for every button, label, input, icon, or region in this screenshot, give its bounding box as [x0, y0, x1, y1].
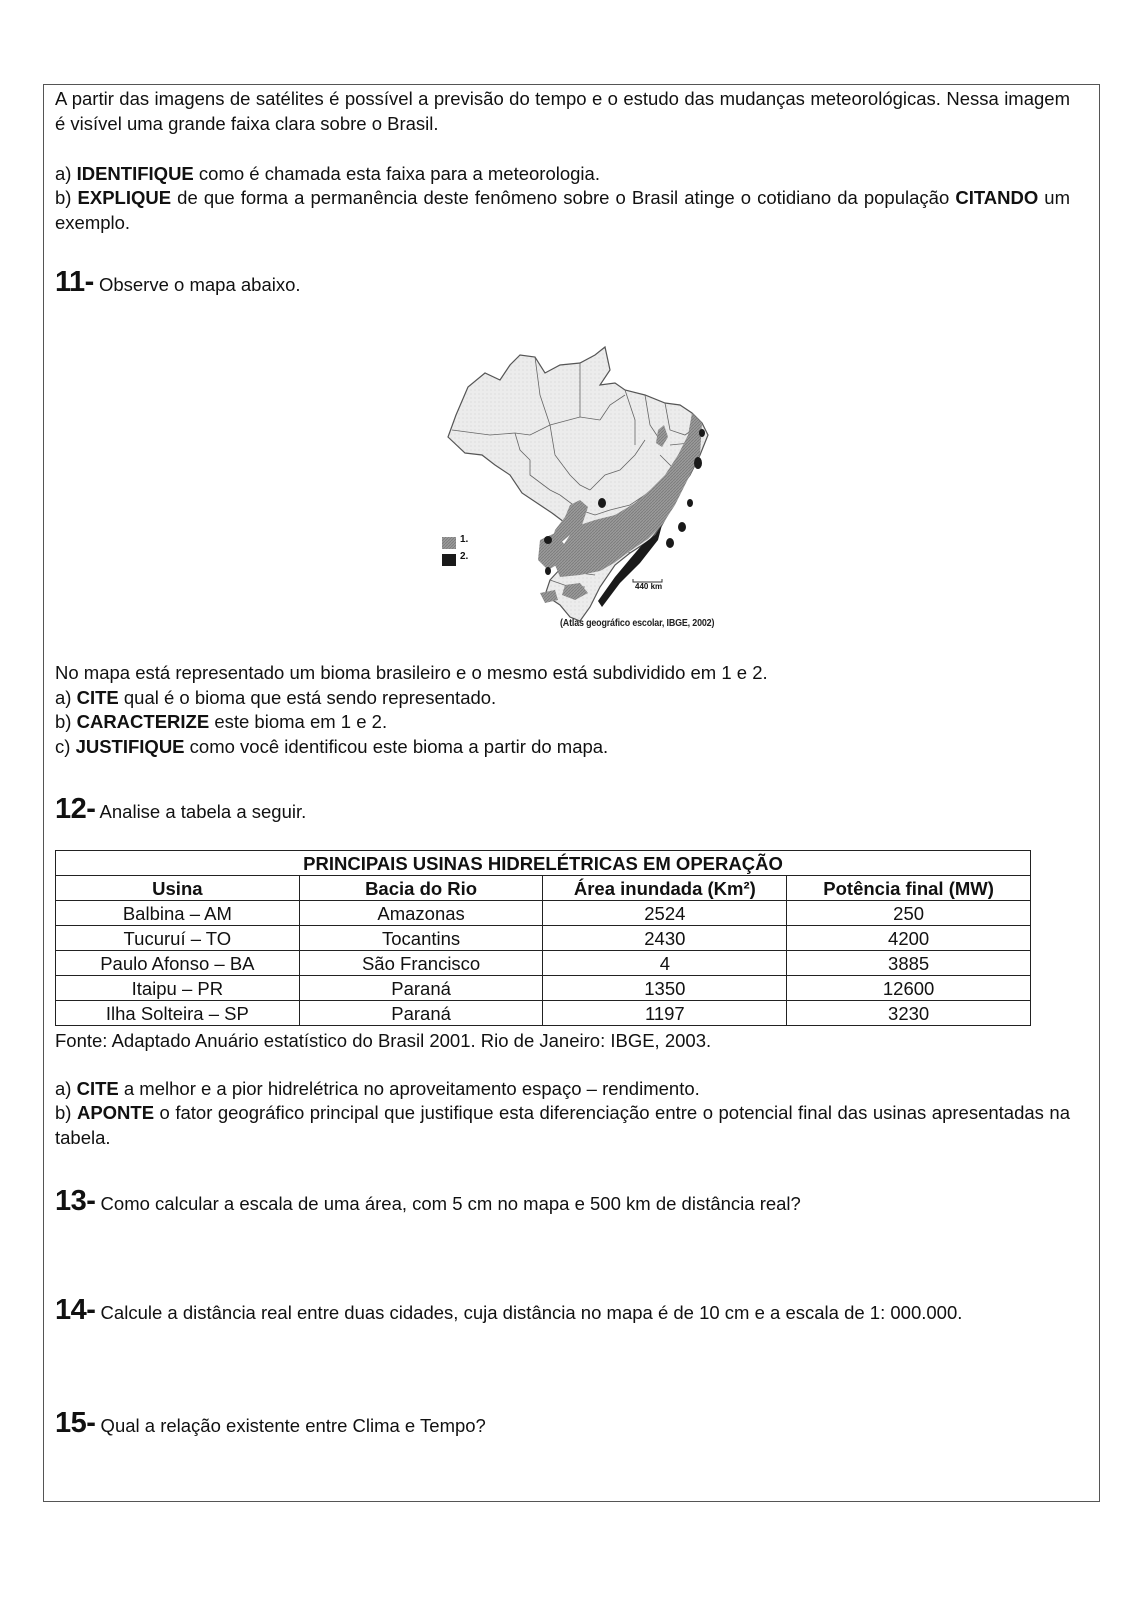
table-title: PRINCIPAIS USINAS HIDRELÉTRICAS EM OPERAÇÃO — [56, 851, 1031, 876]
item-prefix: c) — [55, 736, 76, 757]
question-14 — [55, 1292, 962, 1331]
question-15 — [55, 1405, 486, 1444]
table-cell: 1197 — [543, 1001, 787, 1026]
item-text: de que forma a permanência deste fenômeno sobre o Brasil atinge o cotidiano da população — [171, 187, 950, 208]
table-cell: 2524 — [543, 901, 787, 926]
table-cell: 4200 — [787, 926, 1031, 951]
intro-item-b — [55, 185, 1070, 235]
column-header: Usina — [56, 876, 300, 901]
brazil-biome-map — [430, 325, 720, 640]
question-11-heading — [55, 264, 301, 303]
intro-paragraph: A partir das imagens de satélites é possível a previsão do tempo e o estudo das mudanças meteorológicas. Nessa imagem é visível uma grande faixa clara sobre o Brasil. — [55, 88, 1070, 134]
q11-item-c — [55, 734, 1070, 759]
item-text: qual é o bioma que está sendo representado. — [118, 687, 497, 708]
table-cell: Paraná — [299, 1001, 543, 1026]
table-cell: 4 — [543, 951, 787, 976]
table-row — [56, 951, 1031, 976]
item-keyword: CITE — [76, 1078, 119, 1099]
table-row — [56, 1001, 1031, 1026]
item-prefix: b) — [55, 187, 78, 208]
q11-statement: No mapa está representado um bioma brasileiro e o mesmo está subdividido em 1 e 2. — [55, 662, 768, 683]
table-cell: Balbina – AM — [56, 901, 300, 926]
table-cell: São Francisco — [299, 951, 543, 976]
legend-swatch-2 — [442, 554, 456, 566]
column-header: Potência final (MW) — [787, 876, 1031, 901]
item-prefix: a) — [55, 1078, 77, 1099]
item-text: como você identificou este bioma a partir do mapa. — [184, 736, 609, 757]
item-text: a melhor e a pior hidrelétrica no aproveitamento espaço – rendimento. — [118, 1078, 700, 1099]
table-row — [56, 976, 1031, 1001]
question-number: 11- — [55, 266, 94, 298]
table-cell: 2430 — [543, 926, 787, 951]
column-header: Área inundada (Km²) — [543, 876, 787, 901]
table-cell: Amazonas — [299, 901, 543, 926]
table-cell: 3230 — [787, 1001, 1031, 1026]
item-prefix: a) — [55, 163, 77, 184]
table-cell: Paraná — [299, 976, 543, 1001]
table-cell: Tucuruí – TO — [56, 926, 300, 951]
question-13 — [55, 1183, 801, 1222]
question-number: 13- — [55, 1185, 96, 1217]
item-keyword: JUSTIFIQUE — [75, 736, 185, 757]
legend-swatch-1 — [442, 537, 456, 549]
item-prefix: b) — [55, 711, 77, 732]
question-number: 15- — [55, 1407, 96, 1439]
question-prompt: Observe o mapa abaixo. — [93, 274, 301, 295]
item-keyword: CARACTERIZE — [76, 711, 210, 732]
item-keyword: APONTE — [76, 1102, 155, 1123]
item-keyword: EXPLIQUE — [77, 187, 172, 208]
question-number: 12- — [55, 793, 96, 825]
question-prompt: Como calcular a escala de uma área, com 5 cm no mapa e 500 km de distância real? — [95, 1193, 801, 1214]
table-cell: Tocantins — [299, 926, 543, 951]
q12-item-b — [55, 1100, 1070, 1150]
table-cell: 12600 — [787, 976, 1031, 1001]
item-prefix: a) — [55, 687, 77, 708]
legend-label-2: 2. — [460, 551, 469, 562]
item-keyword-2: CITANDO — [955, 187, 1039, 208]
table-source: Fonte: Adaptado Anuário estatístico do Brasil 2001. Rio de Janeiro: IBGE, 2003. — [55, 1030, 712, 1051]
table-cell: Paulo Afonso – BA — [56, 951, 300, 976]
hydroelectric-table — [55, 850, 1031, 1026]
question-prompt: Calcule a distância real entre duas cidades, cuja distância no mapa é de 10 cm e a escala de 1: 000.000. — [95, 1302, 963, 1323]
column-header: Bacia do Rio — [299, 876, 543, 901]
question-prompt: Analise a tabela a seguir. — [95, 801, 307, 822]
legend-label-1: 1. — [460, 534, 469, 545]
brazil-map-svg — [430, 325, 720, 640]
table-cell: Itaipu – PR — [56, 976, 300, 1001]
item-text-2: um exemplo. — [55, 187, 1071, 233]
q12-item-a — [55, 1076, 1070, 1101]
table-header-row — [56, 876, 1031, 901]
scale-label: 440 km — [635, 582, 663, 591]
table-row — [56, 901, 1031, 926]
intro-item-a — [55, 161, 1070, 186]
table-cell: Ilha Solteira – SP — [56, 1001, 300, 1026]
table-cell: 1350 — [543, 976, 787, 1001]
item-text: este bioma em 1 e 2. — [209, 711, 388, 732]
table-cell: 250 — [787, 901, 1031, 926]
q11-item-a — [55, 685, 1070, 710]
item-text: como é chamada esta faixa para a meteorologia. — [193, 163, 600, 184]
question-number: 14- — [55, 1294, 96, 1326]
table-cell: 3885 — [787, 951, 1031, 976]
map-legend — [442, 537, 456, 566]
question-12-heading — [55, 791, 306, 830]
table-row — [56, 926, 1031, 951]
map-caption: (Atlas geográfico escolar, IBGE, 2002) — [560, 617, 715, 629]
question-prompt: Qual a relação existente entre Clima e Tempo? — [95, 1415, 486, 1436]
item-keyword: IDENTIFIQUE — [76, 163, 194, 184]
item-keyword: CITE — [76, 687, 119, 708]
item-prefix: b) — [55, 1102, 77, 1123]
q11-item-b — [55, 709, 1070, 734]
item-text: o fator geográfico principal que justifique esta diferenciação entre o potencial final das usinas apresentadas na tabela. — [55, 1102, 1070, 1148]
